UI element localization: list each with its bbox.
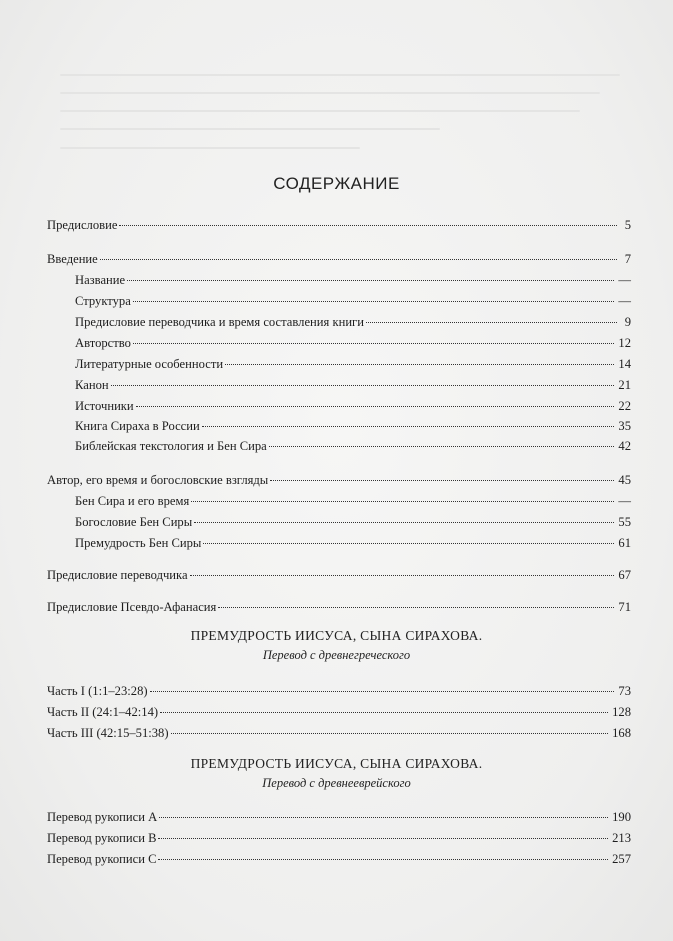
toc-entry-page: 12 [618,336,631,350]
toc-entry-label: Бен Сира и его время [75,494,190,508]
toc-entry-page: 14 [618,357,631,371]
toc-entry-label: Книга Сираха в России [75,419,200,433]
toc-entry-label: Название [75,273,126,287]
toc-entry-page: 7 [624,252,631,266]
toc-entry [47,703,631,721]
toc-entry-label: Часть III (42:15–51:38) [47,726,169,740]
dot-leader [150,691,615,692]
toc-entry-page: 190 [612,810,631,824]
toc-entry-label: Канон [75,378,109,392]
toc-entry-page: 73 [618,684,631,698]
toc-entry-label: Введение [47,252,98,266]
toc-subentry [75,437,631,455]
toc-subentry [75,417,631,435]
toc-entry-label: Предисловие Псевдо-Афанасия [47,600,217,614]
dot-leader [133,301,615,302]
toc-entry-label: Структура [75,294,131,308]
toc-entry-label: Часть I (1:1–23:28) [47,684,148,698]
toc-entry-label: Предисловие [47,218,118,232]
dot-leader [158,859,608,860]
dot-leader [136,406,615,407]
toc-entry-label: Премудрость Бен Сиры [75,536,202,550]
toc-entry-page: 9 [624,315,631,329]
dot-leader [190,575,615,576]
dot-leader [158,838,608,839]
toc-entry [47,850,631,868]
dot-leader [269,446,615,447]
toc-subentry [75,313,631,331]
toc-subentry [75,355,631,373]
bleed-through-line [60,92,600,94]
toc-entry-label: Богословие Бен Сиры [75,515,193,529]
toc-entry-label: Перевод рукописи A [47,810,158,824]
toc-entry-page: 55 [618,515,631,529]
toc-entry [47,471,631,489]
section-subheading: Перевод с древнееврейского [262,776,411,790]
toc-entry-page: — [618,273,631,287]
dot-leader [127,280,614,281]
toc-entry-page: 71 [618,600,631,614]
toc-entry-label: Литературные особенности [75,357,224,371]
toc-entry-label: Перевод рукописи B [47,831,157,845]
toc-entry [47,250,631,268]
toc-entry-page: 5 [624,218,631,232]
dot-leader [270,480,614,481]
dot-leader [191,501,614,502]
toc-entry-page: 21 [618,378,631,392]
toc-subentry [75,513,631,531]
dot-leader [119,225,617,226]
dot-leader [133,343,614,344]
toc-subentry [75,334,631,352]
dot-leader [111,385,615,386]
toc-entry-page: 213 [612,831,631,845]
toc-entry-label: Часть II (24:1–42:14) [47,705,159,719]
toc-entry [47,682,631,700]
toc-entry-label: Авторство [75,336,131,350]
toc-entry [47,566,631,584]
page-title: СОДЕРЖАНИЕ [273,174,400,193]
toc-entry-label: Библейская текстология и Бен Сира [75,439,267,453]
dot-leader [202,426,615,427]
toc-entry-page: 128 [612,705,631,719]
toc-entry [47,724,631,742]
toc-entry-label: Предисловие переводчика и время составления книги [75,315,364,329]
section-subheading: Перевод с древнегреческого [262,648,411,662]
dot-leader [160,712,608,713]
dot-leader [366,322,617,323]
toc-subentry [75,271,631,289]
bleed-through-line [60,128,440,130]
bleed-through-line [60,147,360,149]
toc-entry [47,598,631,616]
toc-entry-page: 67 [618,568,631,582]
toc-entry-page: 42 [618,439,631,453]
toc-entry-label: Предисловие переводчика [47,568,188,582]
toc-subentry [75,292,631,310]
dot-leader [203,543,614,544]
toc-entry-page: 22 [618,399,631,413]
toc-entry-label: Автор, его время и богословские взгляды [47,473,269,487]
bleed-through-line [60,74,620,76]
toc-entry-page: — [618,494,631,508]
toc-entry-label: Перевод рукописи C [47,852,157,866]
toc-entry [47,808,631,826]
section-heading: ПРЕМУДРОСТЬ ИИСУСА, СЫНА СИРАХОВА. [190,756,483,771]
toc-entry-page: 61 [618,536,631,550]
toc-entry-label: Источники [75,399,134,413]
toc-entry [47,829,631,847]
toc-entry-page: 45 [618,473,631,487]
toc-entry-page: 257 [612,852,631,866]
toc-entry-page: 35 [618,419,631,433]
toc-entry [47,216,631,234]
toc-subentry [75,397,631,415]
toc-entry-page: 168 [612,726,631,740]
bleed-through-line [60,110,580,112]
dot-leader [194,522,614,523]
dot-leader [159,817,608,818]
dot-leader [100,259,617,260]
toc-entry-page: — [618,294,631,308]
dot-leader [218,607,614,608]
section-heading: ПРЕМУДРОСТЬ ИИСУСА, СЫНА СИРАХОВА. [190,628,483,643]
dot-leader [225,364,614,365]
toc-subentry [75,492,631,510]
toc-subentry [75,376,631,394]
dot-leader [171,733,609,734]
toc-subentry [75,534,631,552]
